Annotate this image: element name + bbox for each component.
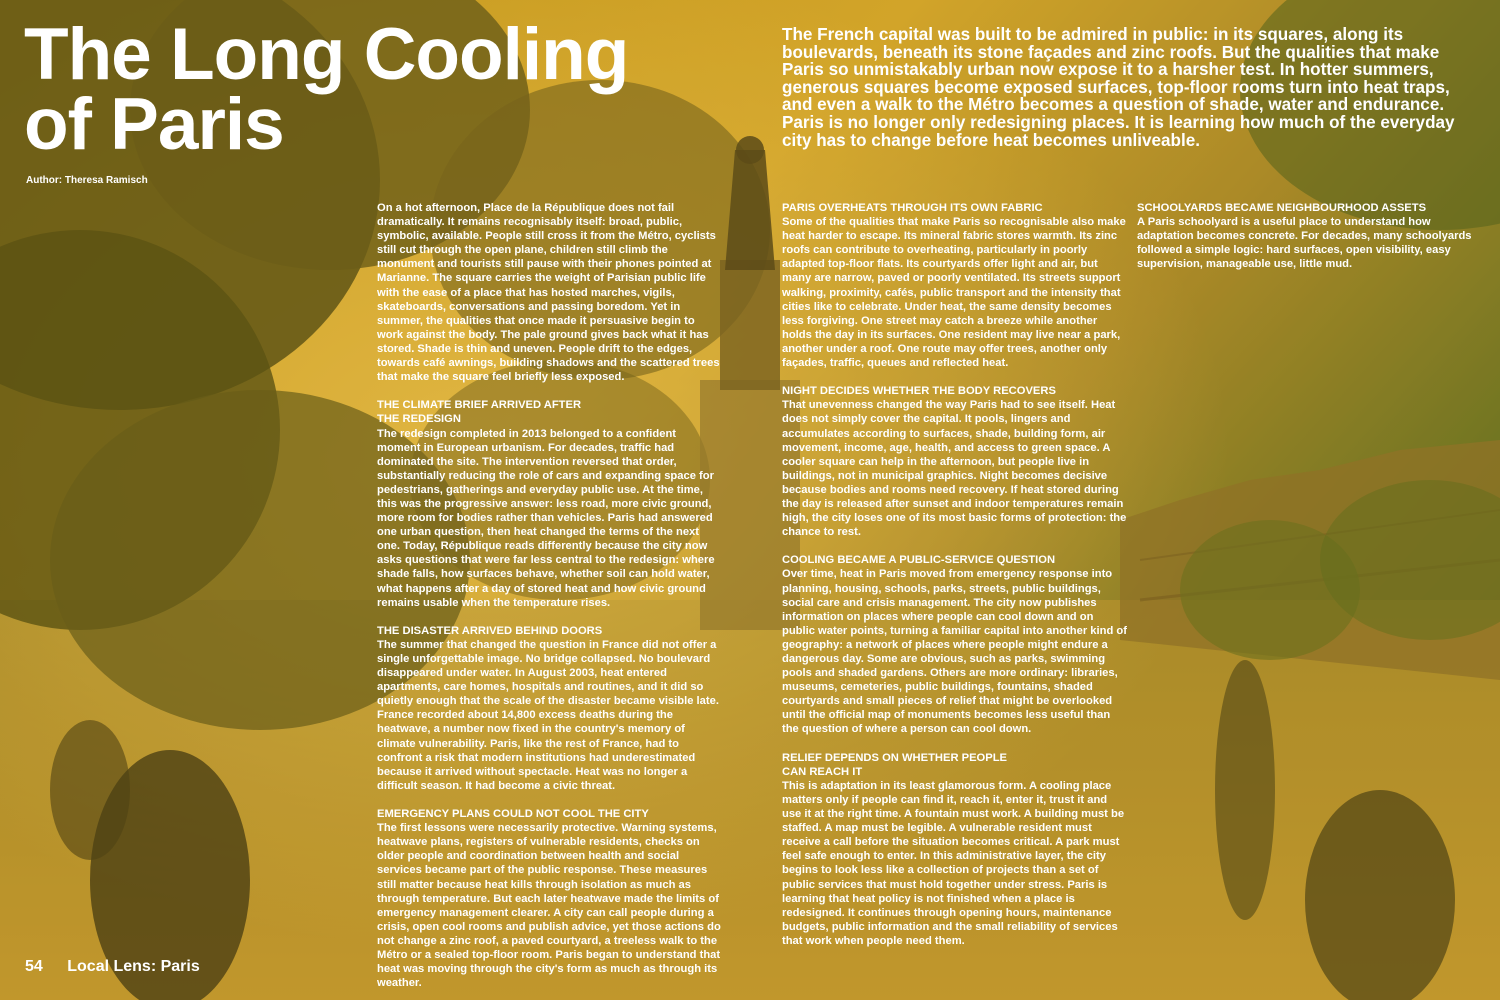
- body-paragraph: A Paris schoolyard is a useful place to understand how adaptation becomes concrete. For decades, many schoolyards followed a simple logic: hard surfaces, open visibility, easy supervision, manageable use, little mud.: [1137, 216, 1472, 271]
- body-paragraph: That unevenness changed the way Paris had to see itself. Heat does not simply cover the capital. It pools, lingers and accumulates according to surfaces, shade, building form, air movement, income, age, health, and access to green space. A cooler square can help in the afternoon, but people live in buildings, not in municipal graphics. Night becomes decisive because bodies and rooms need recovery. If heat stored during the day is released after sunset and indoor temperatures remain high, the city loses one of its most basic forms of protection: the chance to rest.: [782, 399, 1127, 539]
- section-heading-line: CAN REACH IT: [782, 765, 863, 778]
- body-paragraph: On a hot afternoon, Place de la République does not fail dramatically. It remains recognisably itself: broad, public, symbolic, available. People still cross it from the Métro, cyclists still cut through the open plane, children still climb the monument and tourists still pause with their phones pointed at Marianne. The square carries the weight of Parisian public life with the ease of a place that has hosted marches, vigils, skateboards, conversations and passing boredom. Yet in summer, the qualities that once made it persuasive begin to work against the body. The pale ground gives back what it has stored. Shade is thin and uneven. People drift to the edges, towards café awnings, building shadows and the scattered trees that make the square feel briefly less exposed.: [377, 202, 720, 384]
- page-number: 54: [25, 958, 43, 975]
- body-column-1: [377, 201, 722, 1000]
- section-heading-line: THE REDESIGN: [377, 413, 461, 426]
- body-paragraph: Over time, heat in Paris moved from emergency response into planning, housing, schools, parks, streets, public buildings, social care and crisis management. The city now publishes information on places where people can cool down and on public water points, turning a familiar capital into another kind of geography: a network of places where people might endure a dangerous day. Some are obvious, such as parks, swimming pools and shaded gardens. Others are more ordinary: libraries, museums, cemeteries, public buildings, fountains, shaded courtyards and small pieces of relief that might be overlooked until the official map of monuments becomes less useful than the question of where a person can cool down.: [782, 568, 1127, 736]
- section-heading: SCHOOLYARDS BECAME NEIGHBOURHOOD ASSETS: [1137, 202, 1427, 214]
- body-column-3: [1137, 201, 1477, 286]
- section-heading: [377, 398, 722, 426]
- body-column-2: [782, 201, 1127, 962]
- section-name: Local Lens: Paris: [67, 958, 200, 975]
- section-heading: EMERGENCY PLANS COULD NOT COOL THE CITY: [377, 808, 649, 821]
- body-paragraph: The redesign completed in 2013 belonged to a confident moment in European urbanism. For decades, traffic had dominated the site. The intervention reversed that order, substantially reducing the role of cars and expanding space for pedestrians, gatherings and everyday public use. At the time, this was the progressive answer: less road, more civic ground, more room for bodies rather than vehicles. Paris had answered one urban question, then heat changed the terms of the next one. Today, République reads differently because the city now asks questions that were far less central to the redesign: where shade falls, how surfaces behave, whether soil can hold water, what happens after a day of stored heat and how civic ground remains usable when the temperature rises.: [377, 427, 715, 609]
- section-heading: NIGHT DECIDES WHETHER THE BODY RECOVERS: [782, 385, 1056, 398]
- standfirst: The French capital was built to be admired in public: in its squares, along its boulevards, beneath its stone façades and zinc roofs. But the qualities that make Paris so unmistakably urban now expose it to a harsher test. In hotter summers, generous squares become exposed surfaces, top-floor rooms turn into heat traps, and even a walk to the Métro becomes a question of shade, water and endurance. Paris is no longer only redesigning places. It is learning how much of the everyday city has to change before heat becomes unliveable.: [782, 25, 1455, 150]
- section-heading: PARIS OVERHEATS THROUGH ITS OWN FABRIC: [782, 202, 1043, 214]
- page-footer: [25, 958, 200, 976]
- section-heading: THE DISASTER ARRIVED BEHIND DOORS: [377, 624, 603, 637]
- section-heading: COOLING BECAME A PUBLIC-SERVICE QUESTION: [782, 554, 1056, 567]
- section-heading: [782, 751, 1127, 779]
- title-line: The Long Cooling: [24, 14, 629, 95]
- body-paragraph: Some of the qualities that make Paris so recognisable also make heat harder to escape. Its mineral fabric stores warmth. Its zinc roofs can contribute to overheating, particularly in poorly adapted top-floor flats. Its courtyards offer light and air, but many are narrow, paved or poorly ventilated. Its streets support walking, proximity, cafés, public transport and the intensity that cities like to celebrate. Under heat, the same density becomes less forgiving. One street may catch a breeze while another holds the day in its surfaces. One resident may live near a park, another under a roof. One route may offer trees, another only façades, traffic, queues and reflected heat.: [782, 216, 1126, 370]
- section-heading-line: RELIEF DEPENDS ON WHETHER PEOPLE: [782, 751, 1008, 764]
- body-paragraph: The first lessons were necessarily protective. Warning systems, heatwave plans, registers of vulnerable residents, checks on older people and coordination between health and social services became part of the public response. These measures still matter because heat kills through isolation as much as through temperature. But each later heatwave made the limits of emergency management clearer. A city can call people during a crisis, open cool rooms and publish advice, yet those actions do not change a zinc roof, a paved courtyard, a treeless walk to the Métro or a sealed top-floor room. Paris began to understand that heat was moving through the city's form as much as through its weather.: [377, 822, 721, 990]
- body-paragraph: The summer that changed the question in France did not offer a single unforgettable image. No bridge collapsed. No boulevard disappeared under water. In August 2003, heat entered apartments, care homes, hospitals and routines, and it did so quietly enough that the scale of the disaster became visible late. France recorded about 14,800 excess deaths during the heatwave, a number now fixed in the country's memory of climate vulnerability. Paris, like the rest of France, had to confront a risk that modern institutions had underestimated because it arrived without spectacle. Heat was no longer a difficult season. It had become a civic threat.: [377, 638, 719, 792]
- section-heading-line: THE CLIMATE BRIEF ARRIVED AFTER: [377, 399, 582, 412]
- author-byline: Author: Theresa Ramisch: [26, 175, 148, 186]
- body-paragraph: This is adaptation in its least glamorous form. A cooling place matters only if people can find it, reach it, enter it, trust it and use it at the right time. A fountain must work. A building must be staffed. A map must be legible. A vulnerable resident must receive a call before the situation becomes critical. A park must feel safe enough to enter. In this administrative layer, the city begins to look less like a collection of projects than a set of public services that must hold together under stress. Paris is learning that heat policy is not finished when a place is redesigned. It continues through opening hours, maintenance budgets, public information and the small reliability of services that work when people need them.: [782, 779, 1125, 947]
- title-line: of Paris: [24, 84, 284, 165]
- article-title: [24, 14, 629, 165]
